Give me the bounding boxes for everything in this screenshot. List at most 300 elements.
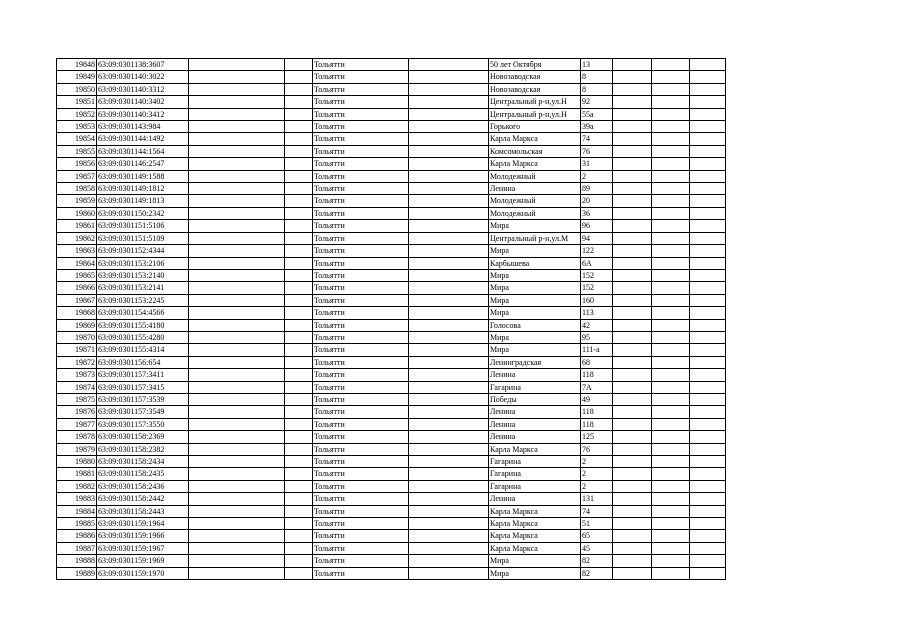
empty-col-3-cell[interactable] bbox=[189, 71, 285, 83]
empty-col-3-cell[interactable] bbox=[189, 232, 285, 244]
city-cell[interactable]: Тольятти bbox=[313, 220, 409, 232]
empty-col-6-cell[interactable] bbox=[409, 294, 489, 306]
cadastral-number-cell[interactable]: 63:09:0301149:1812 bbox=[97, 183, 189, 195]
cadastral-number-cell[interactable]: 63:09:0301158:2369 bbox=[97, 431, 189, 443]
empty-col-3-cell[interactable] bbox=[189, 269, 285, 281]
street-cell[interactable]: Мира bbox=[489, 282, 581, 294]
city-cell[interactable]: Тольятти bbox=[313, 145, 409, 157]
street-cell[interactable]: Ленина bbox=[489, 406, 581, 418]
house-number-cell[interactable]: 13 bbox=[581, 59, 613, 71]
house-number-cell[interactable]: 131 bbox=[581, 493, 613, 505]
empty-col-6-cell[interactable] bbox=[409, 493, 489, 505]
city-cell[interactable]: Тольятти bbox=[313, 207, 409, 219]
empty-col-9-cell[interactable] bbox=[613, 431, 652, 443]
empty-col-9-cell[interactable] bbox=[613, 456, 652, 468]
empty-col-10-cell[interactable] bbox=[652, 158, 690, 170]
empty-col-4-cell[interactable] bbox=[285, 443, 313, 455]
empty-col-9-cell[interactable] bbox=[613, 108, 652, 120]
empty-col-6-cell[interactable] bbox=[409, 121, 489, 133]
empty-col-4-cell[interactable] bbox=[285, 331, 313, 343]
empty-col-10-cell[interactable] bbox=[652, 468, 690, 480]
empty-col-6-cell[interactable] bbox=[409, 480, 489, 492]
row-number-cell[interactable]: 19876 bbox=[57, 406, 97, 418]
empty-col-3-cell[interactable] bbox=[189, 145, 285, 157]
empty-col-6-cell[interactable] bbox=[409, 344, 489, 356]
empty-col-3-cell[interactable] bbox=[189, 505, 285, 517]
empty-col-3-cell[interactable] bbox=[189, 257, 285, 269]
empty-col-11-cell[interactable] bbox=[690, 480, 726, 492]
empty-col-3-cell[interactable] bbox=[189, 59, 285, 71]
city-cell[interactable]: Тольятти bbox=[313, 443, 409, 455]
empty-col-3-cell[interactable] bbox=[189, 319, 285, 331]
cadastral-number-cell[interactable]: 63:09:0301156:654 bbox=[97, 356, 189, 368]
empty-col-11-cell[interactable] bbox=[690, 195, 726, 207]
empty-col-9-cell[interactable] bbox=[613, 369, 652, 381]
cadastral-number-cell[interactable]: 63:09:0301143:984 bbox=[97, 121, 189, 133]
empty-col-6-cell[interactable] bbox=[409, 158, 489, 170]
empty-col-11-cell[interactable] bbox=[690, 170, 726, 182]
empty-col-9-cell[interactable] bbox=[613, 443, 652, 455]
empty-col-6-cell[interactable] bbox=[409, 468, 489, 480]
empty-col-11-cell[interactable] bbox=[690, 406, 726, 418]
row-number-cell[interactable]: 19874 bbox=[57, 381, 97, 393]
row-number-cell[interactable]: 19887 bbox=[57, 542, 97, 554]
empty-col-10-cell[interactable] bbox=[652, 381, 690, 393]
empty-col-9-cell[interactable] bbox=[613, 493, 652, 505]
house-number-cell[interactable]: 51 bbox=[581, 518, 613, 530]
empty-col-4-cell[interactable] bbox=[285, 356, 313, 368]
empty-col-6-cell[interactable] bbox=[409, 133, 489, 145]
row-number-cell[interactable]: 19855 bbox=[57, 145, 97, 157]
empty-col-3-cell[interactable] bbox=[189, 493, 285, 505]
row-number-cell[interactable]: 19877 bbox=[57, 418, 97, 430]
empty-col-6-cell[interactable] bbox=[409, 232, 489, 244]
empty-col-10-cell[interactable] bbox=[652, 294, 690, 306]
house-number-cell[interactable]: 94 bbox=[581, 232, 613, 244]
city-cell[interactable]: Тольятти bbox=[313, 319, 409, 331]
city-cell[interactable]: Тольятти bbox=[313, 121, 409, 133]
street-cell[interactable]: Молодежный bbox=[489, 195, 581, 207]
empty-col-11-cell[interactable] bbox=[690, 307, 726, 319]
empty-col-9-cell[interactable] bbox=[613, 344, 652, 356]
empty-col-6-cell[interactable] bbox=[409, 393, 489, 405]
row-number-cell[interactable]: 19858 bbox=[57, 183, 97, 195]
empty-col-9-cell[interactable] bbox=[613, 183, 652, 195]
empty-col-11-cell[interactable] bbox=[690, 344, 726, 356]
row-number-cell[interactable]: 19857 bbox=[57, 170, 97, 182]
empty-col-9-cell[interactable] bbox=[613, 480, 652, 492]
city-cell[interactable]: Тольятти bbox=[313, 245, 409, 257]
cadastral-number-cell[interactable]: 63:09:0301149:1813 bbox=[97, 195, 189, 207]
cadastral-number-cell[interactable]: 63:09:0301144:1564 bbox=[97, 145, 189, 157]
city-cell[interactable]: Тольятти bbox=[313, 108, 409, 120]
empty-col-11-cell[interactable] bbox=[690, 418, 726, 430]
empty-col-3-cell[interactable] bbox=[189, 555, 285, 567]
empty-col-10-cell[interactable] bbox=[652, 493, 690, 505]
house-number-cell[interactable]: 125 bbox=[581, 431, 613, 443]
city-cell[interactable]: Тольятти bbox=[313, 71, 409, 83]
empty-col-6-cell[interactable] bbox=[409, 282, 489, 294]
street-cell[interactable]: Карла Маркса bbox=[489, 518, 581, 530]
city-cell[interactable]: Тольятти bbox=[313, 195, 409, 207]
empty-col-10-cell[interactable] bbox=[652, 418, 690, 430]
empty-col-3-cell[interactable] bbox=[189, 369, 285, 381]
empty-col-9-cell[interactable] bbox=[613, 530, 652, 542]
empty-col-3-cell[interactable] bbox=[189, 133, 285, 145]
cadastral-number-cell[interactable]: 63:09:0301140:3412 bbox=[97, 108, 189, 120]
empty-col-11-cell[interactable] bbox=[690, 245, 726, 257]
empty-col-6-cell[interactable] bbox=[409, 207, 489, 219]
empty-col-10-cell[interactable] bbox=[652, 207, 690, 219]
empty-col-6-cell[interactable] bbox=[409, 406, 489, 418]
empty-col-10-cell[interactable] bbox=[652, 542, 690, 554]
empty-col-6-cell[interactable] bbox=[409, 443, 489, 455]
empty-col-3-cell[interactable] bbox=[189, 207, 285, 219]
row-number-cell[interactable]: 19850 bbox=[57, 83, 97, 95]
house-number-cell[interactable]: 82 bbox=[581, 567, 613, 579]
city-cell[interactable]: Тольятти bbox=[313, 269, 409, 281]
empty-col-9-cell[interactable] bbox=[613, 319, 652, 331]
empty-col-9-cell[interactable] bbox=[613, 518, 652, 530]
empty-col-9-cell[interactable] bbox=[613, 232, 652, 244]
empty-col-9-cell[interactable] bbox=[613, 195, 652, 207]
empty-col-9-cell[interactable] bbox=[613, 207, 652, 219]
city-cell[interactable]: Тольятти bbox=[313, 406, 409, 418]
empty-col-9-cell[interactable] bbox=[613, 418, 652, 430]
house-number-cell[interactable]: 31 bbox=[581, 158, 613, 170]
cadastral-number-cell[interactable]: 63:09:0301140:3312 bbox=[97, 83, 189, 95]
street-cell[interactable]: Ленинградская bbox=[489, 356, 581, 368]
street-cell[interactable]: Карла Маркса bbox=[489, 443, 581, 455]
city-cell[interactable]: Тольятти bbox=[313, 232, 409, 244]
empty-col-4-cell[interactable] bbox=[285, 207, 313, 219]
empty-col-6-cell[interactable] bbox=[409, 71, 489, 83]
cadastral-number-cell[interactable]: 63:09:0301155:4280 bbox=[97, 331, 189, 343]
cadastral-number-cell[interactable]: 63:09:0301153:2106 bbox=[97, 257, 189, 269]
empty-col-11-cell[interactable] bbox=[690, 294, 726, 306]
empty-col-3-cell[interactable] bbox=[189, 307, 285, 319]
cadastral-number-cell[interactable]: 63:09:0301140:3402 bbox=[97, 96, 189, 108]
empty-col-10-cell[interactable] bbox=[652, 83, 690, 95]
empty-col-9-cell[interactable] bbox=[613, 71, 652, 83]
house-number-cell[interactable]: 7А bbox=[581, 381, 613, 393]
empty-col-4-cell[interactable] bbox=[285, 269, 313, 281]
empty-col-4-cell[interactable] bbox=[285, 170, 313, 182]
house-number-cell[interactable]: 36 bbox=[581, 207, 613, 219]
cadastral-number-cell[interactable]: 63:09:0301151:5106 bbox=[97, 220, 189, 232]
empty-col-9-cell[interactable] bbox=[613, 59, 652, 71]
row-number-cell[interactable]: 19880 bbox=[57, 456, 97, 468]
row-number-cell[interactable]: 19863 bbox=[57, 245, 97, 257]
street-cell[interactable]: Центральный р-н,ул.М bbox=[489, 232, 581, 244]
empty-col-4-cell[interactable] bbox=[285, 542, 313, 554]
house-number-cell[interactable]: 152 bbox=[581, 269, 613, 281]
empty-col-9-cell[interactable] bbox=[613, 170, 652, 182]
empty-col-11-cell[interactable] bbox=[690, 232, 726, 244]
empty-col-11-cell[interactable] bbox=[690, 505, 726, 517]
empty-col-11-cell[interactable] bbox=[690, 530, 726, 542]
row-number-cell[interactable]: 19851 bbox=[57, 96, 97, 108]
empty-col-3-cell[interactable] bbox=[189, 220, 285, 232]
empty-col-11-cell[interactable] bbox=[690, 83, 726, 95]
street-cell[interactable]: Карбышева bbox=[489, 257, 581, 269]
row-number-cell[interactable]: 19888 bbox=[57, 555, 97, 567]
empty-col-4-cell[interactable] bbox=[285, 71, 313, 83]
empty-col-4-cell[interactable] bbox=[285, 319, 313, 331]
empty-col-3-cell[interactable] bbox=[189, 158, 285, 170]
house-number-cell[interactable]: 95 bbox=[581, 331, 613, 343]
empty-col-10-cell[interactable] bbox=[652, 108, 690, 120]
city-cell[interactable]: Тольятти bbox=[313, 158, 409, 170]
house-number-cell[interactable]: 45 bbox=[581, 542, 613, 554]
city-cell[interactable]: Тольятти bbox=[313, 183, 409, 195]
house-number-cell[interactable]: 118 bbox=[581, 406, 613, 418]
cadastral-number-cell[interactable]: 63:09:0301157:3550 bbox=[97, 418, 189, 430]
empty-col-3-cell[interactable] bbox=[189, 96, 285, 108]
row-number-cell[interactable]: 19883 bbox=[57, 493, 97, 505]
street-cell[interactable]: Новозаводская bbox=[489, 71, 581, 83]
empty-col-10-cell[interactable] bbox=[652, 59, 690, 71]
empty-col-4-cell[interactable] bbox=[285, 344, 313, 356]
empty-col-9-cell[interactable] bbox=[613, 542, 652, 554]
empty-col-6-cell[interactable] bbox=[409, 418, 489, 430]
row-number-cell[interactable]: 19864 bbox=[57, 257, 97, 269]
empty-col-4-cell[interactable] bbox=[285, 505, 313, 517]
cadastral-number-cell[interactable]: 63:09:0301157:3549 bbox=[97, 406, 189, 418]
empty-col-6-cell[interactable] bbox=[409, 307, 489, 319]
empty-col-4-cell[interactable] bbox=[285, 468, 313, 480]
empty-col-10-cell[interactable] bbox=[652, 393, 690, 405]
empty-col-4-cell[interactable] bbox=[285, 567, 313, 579]
house-number-cell[interactable]: 118 bbox=[581, 369, 613, 381]
street-cell[interactable]: Горького bbox=[489, 121, 581, 133]
city-cell[interactable]: Тольятти bbox=[313, 456, 409, 468]
empty-col-11-cell[interactable] bbox=[690, 96, 726, 108]
empty-col-10-cell[interactable] bbox=[652, 71, 690, 83]
empty-col-11-cell[interactable] bbox=[690, 282, 726, 294]
empty-col-4-cell[interactable] bbox=[285, 530, 313, 542]
empty-col-10-cell[interactable] bbox=[652, 220, 690, 232]
row-number-cell[interactable]: 19886 bbox=[57, 530, 97, 542]
empty-col-11-cell[interactable] bbox=[690, 108, 726, 120]
street-cell[interactable]: Комсомольская bbox=[489, 145, 581, 157]
empty-col-9-cell[interactable] bbox=[613, 393, 652, 405]
house-number-cell[interactable]: 74 bbox=[581, 505, 613, 517]
empty-col-11-cell[interactable] bbox=[690, 183, 726, 195]
empty-col-4-cell[interactable] bbox=[285, 393, 313, 405]
row-number-cell[interactable]: 19870 bbox=[57, 331, 97, 343]
empty-col-9-cell[interactable] bbox=[613, 121, 652, 133]
empty-col-9-cell[interactable] bbox=[613, 220, 652, 232]
empty-col-4-cell[interactable] bbox=[285, 493, 313, 505]
empty-col-3-cell[interactable] bbox=[189, 245, 285, 257]
empty-col-3-cell[interactable] bbox=[189, 443, 285, 455]
empty-col-3-cell[interactable] bbox=[189, 480, 285, 492]
empty-col-11-cell[interactable] bbox=[690, 59, 726, 71]
empty-col-10-cell[interactable] bbox=[652, 232, 690, 244]
empty-col-6-cell[interactable] bbox=[409, 518, 489, 530]
cadastral-number-cell[interactable]: 63:09:0301159:1964 bbox=[97, 518, 189, 530]
empty-col-11-cell[interactable] bbox=[690, 393, 726, 405]
street-cell[interactable]: Мира bbox=[489, 307, 581, 319]
empty-col-4-cell[interactable] bbox=[285, 245, 313, 257]
empty-col-10-cell[interactable] bbox=[652, 356, 690, 368]
empty-col-3-cell[interactable] bbox=[189, 431, 285, 443]
row-number-cell[interactable]: 19860 bbox=[57, 207, 97, 219]
row-number-cell[interactable]: 19866 bbox=[57, 282, 97, 294]
empty-col-10-cell[interactable] bbox=[652, 567, 690, 579]
cadastral-number-cell[interactable]: 63:09:0301159:1967 bbox=[97, 542, 189, 554]
empty-col-4-cell[interactable] bbox=[285, 418, 313, 430]
row-number-cell[interactable]: 19862 bbox=[57, 232, 97, 244]
empty-col-3-cell[interactable] bbox=[189, 294, 285, 306]
empty-col-10-cell[interactable] bbox=[652, 96, 690, 108]
city-cell[interactable]: Тольятти bbox=[313, 59, 409, 71]
empty-col-3-cell[interactable] bbox=[189, 456, 285, 468]
empty-col-10-cell[interactable] bbox=[652, 456, 690, 468]
house-number-cell[interactable]: 76 bbox=[581, 443, 613, 455]
empty-col-9-cell[interactable] bbox=[613, 282, 652, 294]
cadastral-number-cell[interactable]: 63:09:0301152:4344 bbox=[97, 245, 189, 257]
empty-col-4-cell[interactable] bbox=[285, 232, 313, 244]
street-cell[interactable]: Мира bbox=[489, 567, 581, 579]
empty-col-4-cell[interactable] bbox=[285, 555, 313, 567]
empty-col-6-cell[interactable] bbox=[409, 356, 489, 368]
street-cell[interactable]: Гагарина bbox=[489, 480, 581, 492]
cadastral-number-cell[interactable]: 63:09:0301140:3022 bbox=[97, 71, 189, 83]
street-cell[interactable]: Мира bbox=[489, 344, 581, 356]
empty-col-6-cell[interactable] bbox=[409, 108, 489, 120]
city-cell[interactable]: Тольятти bbox=[313, 307, 409, 319]
row-number-cell[interactable]: 19867 bbox=[57, 294, 97, 306]
house-number-cell[interactable]: 55а bbox=[581, 108, 613, 120]
empty-col-3-cell[interactable] bbox=[189, 83, 285, 95]
empty-col-4-cell[interactable] bbox=[285, 145, 313, 157]
empty-col-6-cell[interactable] bbox=[409, 369, 489, 381]
city-cell[interactable]: Тольятти bbox=[313, 257, 409, 269]
empty-col-4-cell[interactable] bbox=[285, 518, 313, 530]
cadastral-number-cell[interactable]: 63:09:0301154:4566 bbox=[97, 307, 189, 319]
empty-col-6-cell[interactable] bbox=[409, 431, 489, 443]
row-number-cell[interactable]: 19889 bbox=[57, 567, 97, 579]
city-cell[interactable]: Тольятти bbox=[313, 294, 409, 306]
empty-col-4-cell[interactable] bbox=[285, 96, 313, 108]
empty-col-6-cell[interactable] bbox=[409, 195, 489, 207]
house-number-cell[interactable]: 152 bbox=[581, 282, 613, 294]
empty-col-11-cell[interactable] bbox=[690, 269, 726, 281]
city-cell[interactable]: Тольятти bbox=[313, 542, 409, 554]
cadastral-number-cell[interactable]: 63:09:0301158:2443 bbox=[97, 505, 189, 517]
row-number-cell[interactable]: 19852 bbox=[57, 108, 97, 120]
empty-col-3-cell[interactable] bbox=[189, 183, 285, 195]
street-cell[interactable]: Молодежный bbox=[489, 170, 581, 182]
row-number-cell[interactable]: 19873 bbox=[57, 369, 97, 381]
cadastral-number-cell[interactable]: 63:09:0301153:2245 bbox=[97, 294, 189, 306]
empty-col-4-cell[interactable] bbox=[285, 294, 313, 306]
empty-col-4-cell[interactable] bbox=[285, 83, 313, 95]
empty-col-9-cell[interactable] bbox=[613, 294, 652, 306]
cadastral-number-cell[interactable]: 63:09:0301158:2435 bbox=[97, 468, 189, 480]
empty-col-4-cell[interactable] bbox=[285, 480, 313, 492]
house-number-cell[interactable]: 42 bbox=[581, 319, 613, 331]
cadastral-number-cell[interactable]: 63:09:0301158:2382 bbox=[97, 443, 189, 455]
house-number-cell[interactable]: 65 bbox=[581, 530, 613, 542]
empty-col-6-cell[interactable] bbox=[409, 331, 489, 343]
empty-col-3-cell[interactable] bbox=[189, 121, 285, 133]
cadastral-number-cell[interactable]: 63:09:0301138:3607 bbox=[97, 59, 189, 71]
empty-col-3-cell[interactable] bbox=[189, 518, 285, 530]
city-cell[interactable]: Тольятти bbox=[313, 555, 409, 567]
empty-col-4-cell[interactable] bbox=[285, 406, 313, 418]
row-number-cell[interactable]: 19854 bbox=[57, 133, 97, 145]
house-number-cell[interactable]: 76 bbox=[581, 145, 613, 157]
empty-col-6-cell[interactable] bbox=[409, 319, 489, 331]
street-cell[interactable]: Гагарина bbox=[489, 468, 581, 480]
empty-col-10-cell[interactable] bbox=[652, 319, 690, 331]
empty-col-10-cell[interactable] bbox=[652, 245, 690, 257]
empty-col-4-cell[interactable] bbox=[285, 108, 313, 120]
empty-col-10-cell[interactable] bbox=[652, 145, 690, 157]
empty-col-6-cell[interactable] bbox=[409, 220, 489, 232]
empty-col-4-cell[interactable] bbox=[285, 121, 313, 133]
empty-col-9-cell[interactable] bbox=[613, 158, 652, 170]
empty-col-3-cell[interactable] bbox=[189, 381, 285, 393]
cadastral-number-cell[interactable]: 63:09:0301153:2140 bbox=[97, 269, 189, 281]
empty-col-9-cell[interactable] bbox=[613, 356, 652, 368]
empty-col-3-cell[interactable] bbox=[189, 108, 285, 120]
cadastral-number-cell[interactable]: 63:09:0301146:2547 bbox=[97, 158, 189, 170]
cadastral-number-cell[interactable]: 63:09:0301144:1492 bbox=[97, 133, 189, 145]
empty-col-11-cell[interactable] bbox=[690, 71, 726, 83]
city-cell[interactable]: Тольятти bbox=[313, 418, 409, 430]
city-cell[interactable]: Тольятти bbox=[313, 493, 409, 505]
house-number-cell[interactable]: 92 bbox=[581, 96, 613, 108]
empty-col-3-cell[interactable] bbox=[189, 170, 285, 182]
cadastral-number-cell[interactable]: 63:09:0301158:2434 bbox=[97, 456, 189, 468]
empty-col-4-cell[interactable] bbox=[285, 158, 313, 170]
house-number-cell[interactable]: 82 bbox=[581, 555, 613, 567]
house-number-cell[interactable]: 96 bbox=[581, 220, 613, 232]
empty-col-6-cell[interactable] bbox=[409, 257, 489, 269]
empty-col-9-cell[interactable] bbox=[613, 83, 652, 95]
empty-col-10-cell[interactable] bbox=[652, 530, 690, 542]
house-number-cell[interactable]: 2 bbox=[581, 468, 613, 480]
street-cell[interactable]: Ленина bbox=[489, 183, 581, 195]
empty-col-11-cell[interactable] bbox=[690, 456, 726, 468]
cadastral-number-cell[interactable]: 63:09:0301159:1966 bbox=[97, 530, 189, 542]
empty-col-10-cell[interactable] bbox=[652, 406, 690, 418]
street-cell[interactable]: Карла Маркса bbox=[489, 542, 581, 554]
empty-col-4-cell[interactable] bbox=[285, 59, 313, 71]
row-number-cell[interactable]: 19879 bbox=[57, 443, 97, 455]
empty-col-11-cell[interactable] bbox=[690, 319, 726, 331]
empty-col-10-cell[interactable] bbox=[652, 257, 690, 269]
empty-col-9-cell[interactable] bbox=[613, 567, 652, 579]
cadastral-number-cell[interactable]: 63:09:0301159:1970 bbox=[97, 567, 189, 579]
house-number-cell[interactable]: 8 bbox=[581, 83, 613, 95]
house-number-cell[interactable]: 113 bbox=[581, 307, 613, 319]
empty-col-6-cell[interactable] bbox=[409, 567, 489, 579]
cadastral-number-cell[interactable]: 63:09:0301151:5109 bbox=[97, 232, 189, 244]
street-cell[interactable]: Ленина bbox=[489, 369, 581, 381]
city-cell[interactable]: Тольятти bbox=[313, 381, 409, 393]
street-cell[interactable]: Ленина bbox=[489, 493, 581, 505]
street-cell[interactable]: Мира bbox=[489, 269, 581, 281]
street-cell[interactable]: Мира bbox=[489, 331, 581, 343]
empty-col-3-cell[interactable] bbox=[189, 468, 285, 480]
empty-col-9-cell[interactable] bbox=[613, 381, 652, 393]
row-number-cell[interactable]: 19882 bbox=[57, 480, 97, 492]
